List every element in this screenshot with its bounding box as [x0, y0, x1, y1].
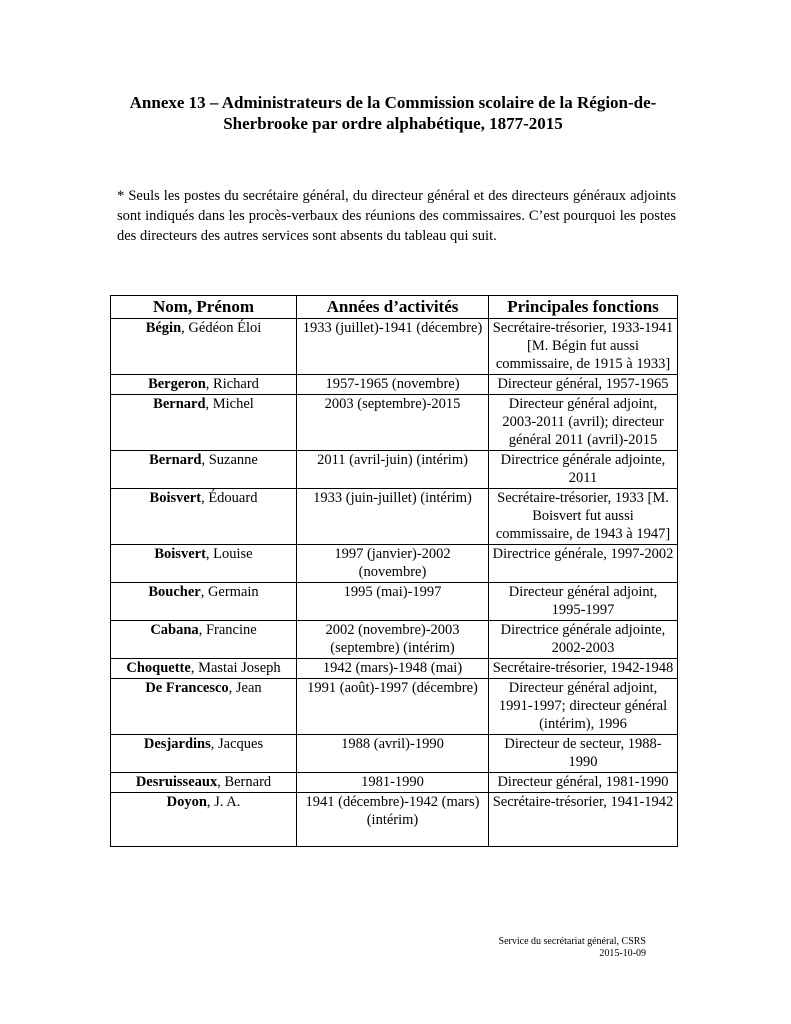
cell-years: 1957-1965 (novembre)	[297, 375, 489, 395]
surname: Choquette	[126, 660, 191, 676]
cell-name	[111, 583, 297, 621]
cell-years: 2011 (avril-juin) (intérim)	[297, 451, 489, 489]
cell-years: 1942 (mars)-1948 (mai)	[297, 659, 489, 679]
surname: Boucher	[148, 584, 201, 600]
table-row	[111, 659, 678, 679]
given-name: , Jean	[228, 680, 262, 696]
surname: Boisvert	[149, 490, 202, 506]
cell-name	[111, 659, 297, 679]
cell-years: 1991 (août)-1997 (décembre)	[297, 679, 489, 735]
given-name: , Francine	[198, 622, 257, 638]
header-years: Années d’activités	[297, 296, 489, 319]
table-row	[111, 545, 678, 583]
table-row	[111, 375, 678, 395]
cell-functions: Directeur de secteur, 1988-1990	[489, 735, 678, 773]
cell-functions: Directeur général adjoint, 1995-1997	[489, 583, 678, 621]
administrators-table	[110, 295, 678, 847]
cell-name	[111, 793, 297, 847]
cell-years: 1981-1990	[297, 773, 489, 793]
given-name: , J. A.	[206, 794, 241, 810]
header-name: Nom, Prénom	[111, 296, 297, 319]
cell-name	[111, 679, 297, 735]
cell-functions: Directeur général adjoint, 1991-1997; directeur général (intérim), 1996	[489, 679, 678, 735]
surname: De Francesco	[145, 680, 229, 696]
table-body	[111, 319, 678, 847]
cell-name	[111, 545, 297, 583]
cell-name	[111, 375, 297, 395]
cell-name	[111, 319, 297, 375]
table-row	[111, 583, 678, 621]
given-name: , Gédéon Éloi	[181, 320, 262, 336]
cell-name	[111, 489, 297, 545]
table-row	[111, 735, 678, 773]
surname: Doyon	[166, 794, 207, 810]
surname: Desruisseaux	[135, 774, 218, 790]
cell-name	[111, 735, 297, 773]
cell-years: 1997 (janvier)-2002 (novembre)	[297, 545, 489, 583]
cell-name	[111, 395, 297, 451]
given-name: , Édouard	[201, 490, 258, 506]
surname: Desjardins	[143, 736, 211, 752]
header-functions: Principales fonctions	[489, 296, 678, 319]
cell-functions: Directeur général adjoint, 2003-2011 (avril); directeur général 2011 (avril)-2015	[489, 395, 678, 451]
cell-functions: Directrice générale adjointe, 2011	[489, 451, 678, 489]
cell-functions: Secrétaire-trésorier, 1941-1942	[489, 793, 678, 847]
cell-functions: Secrétaire-trésorier, 1942-1948	[489, 659, 678, 679]
table-row	[111, 395, 678, 451]
table-row	[111, 451, 678, 489]
cell-years: 1933 (juin-juillet) (intérim)	[297, 489, 489, 545]
cell-name	[111, 773, 297, 793]
table-row	[111, 679, 678, 735]
given-name: , Bernard	[217, 774, 272, 790]
given-name: , Michel	[205, 396, 254, 412]
surname: Bernard	[153, 396, 206, 412]
given-name: , Jacques	[210, 736, 264, 752]
cell-functions: Directrice générale, 1997-2002	[489, 545, 678, 583]
page-title: Annexe 13 – Administrateurs de la Commission scolaire de la Région-de-Sherbrooke par ordre alphabétique, 1877-2015	[129, 93, 657, 133]
table-header-row	[111, 296, 678, 319]
table-row	[111, 489, 678, 545]
cell-functions: Directeur général, 1957-1965	[489, 375, 678, 395]
surname: Bergeron	[148, 376, 206, 392]
footer-date: 2015-10-09	[599, 948, 646, 959]
given-name: , Germain	[200, 584, 259, 600]
table-row	[111, 793, 678, 847]
given-name: , Richard	[205, 376, 259, 392]
cell-years: 2003 (septembre)-2015	[297, 395, 489, 451]
table-row	[111, 319, 678, 375]
cell-years: 1941 (décembre)-1942 (mars) (intérim)	[297, 793, 489, 847]
surname: Boisvert	[154, 546, 206, 562]
cell-functions: Directeur général, 1981-1990	[489, 773, 678, 793]
cell-years: 1988 (avril)-1990	[297, 735, 489, 773]
cell-name	[111, 451, 297, 489]
table-row	[111, 621, 678, 659]
cell-years: 1933 (juillet)-1941 (décembre)	[297, 319, 489, 375]
footer	[499, 936, 646, 960]
cell-functions: Directrice générale adjointe, 2002-2003	[489, 621, 678, 659]
surname: Bernard	[149, 452, 202, 468]
cell-years: 2002 (novembre)-2003 (septembre) (intérim)	[297, 621, 489, 659]
intro-note: * Seuls les postes du secrétaire général, du directeur général et des directeurs généraux adjoints sont indiqués dans les procès-verbaux des réunions des commissaires. C’est pourquoi les postes des directeurs des autres services sont absents du tableau qui suit.	[117, 188, 676, 244]
cell-functions: Secrétaire-trésorier, 1933-1941 [M. Bégin fut aussi commissaire, de 1915 à 1933]	[489, 319, 678, 375]
given-name: , Mastai Joseph	[190, 660, 281, 676]
cell-years: 1995 (mai)-1997	[297, 583, 489, 621]
cell-name	[111, 621, 297, 659]
surname: Bégin	[145, 320, 182, 336]
cell-functions: Secrétaire-trésorier, 1933 [M. Boisvert fut aussi commissaire, de 1943 à 1947]	[489, 489, 678, 545]
footer-service: Service du secrétariat général, CSRS	[498, 936, 646, 947]
table-row	[111, 773, 678, 793]
surname: Cabana	[150, 622, 199, 638]
given-name: , Suzanne	[201, 452, 258, 468]
given-name: , Louise	[205, 546, 253, 562]
